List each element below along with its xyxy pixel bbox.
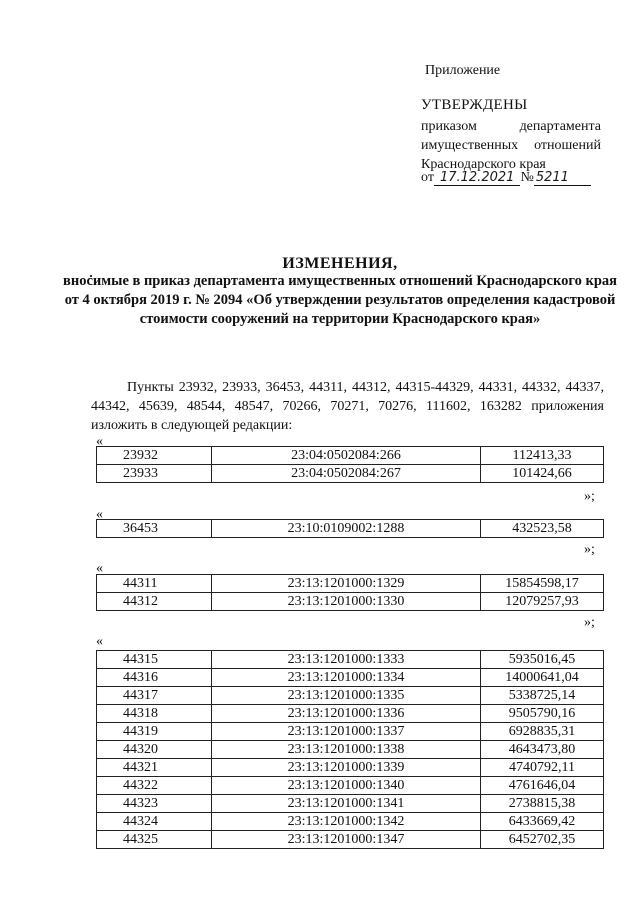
table-row (97, 813, 604, 831)
table-row (97, 759, 604, 777)
cadastral-value: 4643473,80 (481, 741, 604, 759)
cadastral-value: 6452702,35 (481, 831, 604, 849)
table-row (97, 651, 604, 669)
cadastral-value: 6928835,31 (481, 723, 604, 741)
sign-number-label: № (520, 170, 534, 185)
cadastral-table-4 (96, 650, 604, 849)
cadastral-number: 23:10:0109002:1288 (212, 520, 481, 538)
table-row (97, 575, 604, 593)
table-row (97, 723, 604, 741)
table-row (97, 795, 604, 813)
cadastral-number: 23:13:1201000:1335 (212, 687, 481, 705)
cadastral-table-3 (96, 574, 604, 611)
table-row (97, 593, 604, 611)
row-number: 44321 (97, 759, 212, 777)
open-quote-2: « (96, 507, 103, 522)
row-number: 44322 (97, 777, 212, 795)
approval-line-3: Краснодарского края (421, 157, 546, 172)
row-number: 36453 (97, 520, 212, 538)
table-row (97, 777, 604, 795)
cadastral-value: 4740792,11 (481, 759, 604, 777)
cadastral-number: 23:13:1201000:1333 (212, 651, 481, 669)
row-number: 44317 (97, 687, 212, 705)
cadastral-number: 23:04:0502084:266 (212, 447, 481, 465)
cadastral-value: 4761646,04 (481, 777, 604, 795)
close-quote-3: »; (584, 615, 595, 630)
row-number: 44318 (97, 705, 212, 723)
row-number: 23933 (97, 465, 212, 483)
open-quote-3: « (96, 561, 103, 576)
close-quote-1: »; (584, 489, 595, 504)
row-number: 44325 (97, 831, 212, 849)
cadastral-value: 15854598,17 (481, 575, 604, 593)
cadastral-value: 5338725,14 (481, 687, 604, 705)
table-row (97, 465, 604, 483)
row-number: 44323 (97, 795, 212, 813)
row-number: 44311 (97, 575, 212, 593)
cadastral-value: 101424,66 (481, 465, 604, 483)
handwritten-date: 17.12.2021 (434, 170, 521, 186)
cadastral-table-2 (96, 519, 604, 538)
row-number: 44315 (97, 651, 212, 669)
sign-prefix: от (421, 170, 434, 185)
cadastral-number: 23:13:1201000:1336 (212, 705, 481, 723)
close-quote-2: »; (584, 542, 595, 557)
row-number: 44324 (97, 813, 212, 831)
cadastral-value: 9505790,16 (481, 705, 604, 723)
cadastral-number: 23:13:1201000:1329 (212, 575, 481, 593)
table-row (97, 447, 604, 465)
approval-line-1: приказом департамента (421, 119, 601, 134)
appendix-label: Приложение (425, 63, 501, 78)
cadastral-value: 14000641,04 (481, 669, 604, 687)
cadastral-number: 23:13:1201000:1334 (212, 669, 481, 687)
cadastral-number: 23:13:1201000:1338 (212, 741, 481, 759)
signature-line (421, 170, 591, 186)
cadastral-number: 23:13:1201000:1347 (212, 831, 481, 849)
cadastral-value: 432523,58 (481, 520, 604, 538)
cadastral-number: 23:04:0502084:267 (212, 465, 481, 483)
table-row (97, 669, 604, 687)
table-row (97, 520, 604, 538)
document-subtitle: вносимые в приказ департамента имущественных отношений Краснодарского края от 4 октября 2019 г. № 2094 «Об утверждении результатов определения кадастровой стоимости сооружений на территории Краснодарского края» (63, 273, 617, 327)
row-number: 44316 (97, 669, 212, 687)
cadastral-value: 5935016,45 (481, 651, 604, 669)
row-number: 44319 (97, 723, 212, 741)
open-quote-1: « (96, 434, 103, 449)
cadastral-number: 23:13:1201000:1330 (212, 593, 481, 611)
row-number: 44320 (97, 741, 212, 759)
table-row (97, 831, 604, 849)
table-row (97, 705, 604, 723)
cadastral-number: 23:13:1201000:1342 (212, 813, 481, 831)
cadastral-number: 23:13:1201000:1340 (212, 777, 481, 795)
body-paragraph: Пункты 23932, 23933, 36453, 44311, 44312, 44315-44329, 44331, 44332, 44337, 44342, 45639, 48544, 48547, 70266, 70271, 70276, 111602, 163282 приложения изложить в следующей редакции: (91, 380, 604, 433)
document-title: ИЗМЕНЕНИЯ, (282, 255, 398, 272)
row-number: 44312 (97, 593, 212, 611)
approval-line-2: имущественных отношений (421, 138, 601, 153)
cadastral-value: 112413,33 (481, 447, 604, 465)
cadastral-number: 23:13:1201000:1341 (212, 795, 481, 813)
cadastral-number: 23:13:1201000:1339 (212, 759, 481, 777)
cadastral-table-1 (96, 446, 604, 483)
handwritten-number: 5211 (534, 170, 591, 186)
table-row (97, 687, 604, 705)
cadastral-value: 6433669,42 (481, 813, 604, 831)
cadastral-value: 2738815,38 (481, 795, 604, 813)
open-quote-4: « (96, 634, 103, 649)
row-number: 23932 (97, 447, 212, 465)
cadastral-value: 12079257,93 (481, 593, 604, 611)
approved-title: УТВЕРЖДЕНЫ (421, 97, 528, 113)
table-row (97, 741, 604, 759)
cadastral-number: 23:13:1201000:1337 (212, 723, 481, 741)
